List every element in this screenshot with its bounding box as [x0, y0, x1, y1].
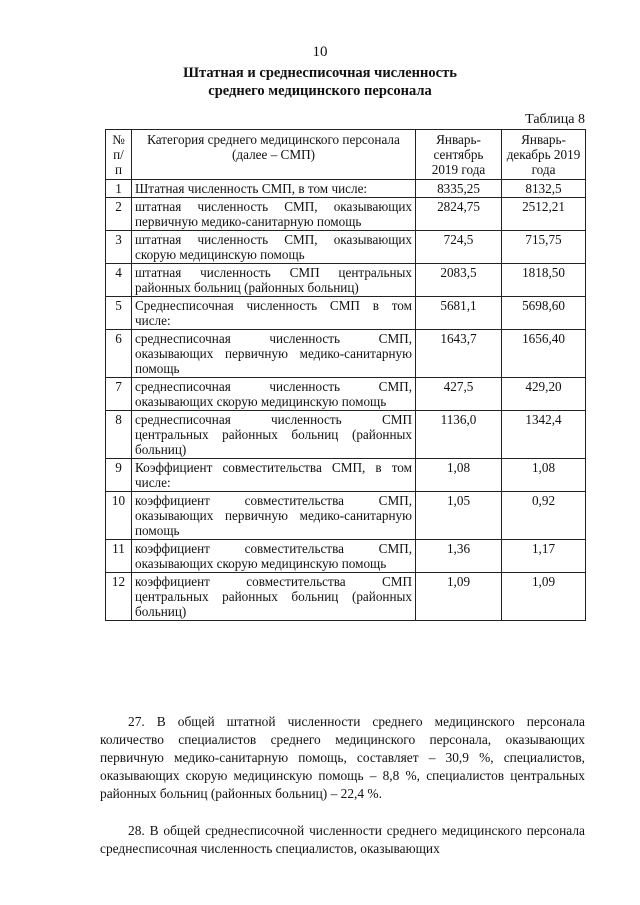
row-value-jan-dec: 2512,21 — [502, 198, 586, 231]
row-value-jan-dec: 1818,50 — [502, 264, 586, 297]
row-value-jan-dec: 1342,4 — [502, 411, 586, 459]
row-value-jan-sep: 1,05 — [416, 492, 502, 540]
table-row — [106, 573, 586, 621]
row-value-jan-sep: 2083,5 — [416, 264, 502, 297]
row-category: среднесписочная численность СМП, оказывающих скорую медицинскую помощь — [132, 378, 416, 411]
row-value-jan-sep: 5681,1 — [416, 297, 502, 330]
row-value-jan-sep: 724,5 — [416, 231, 502, 264]
table-label: Таблица 8 — [525, 112, 585, 127]
row-number: 4 — [106, 264, 132, 297]
table-row — [106, 411, 586, 459]
table-row — [106, 297, 586, 330]
row-value-jan-sep: 1,08 — [416, 459, 502, 492]
row-category: Штатная численность СМП, в том числе: — [132, 180, 416, 198]
row-number: 8 — [106, 411, 132, 459]
table-row — [106, 459, 586, 492]
row-value-jan-dec: 429,20 — [502, 378, 586, 411]
row-category: штатная численность СМП, оказывающих первичную медико-санитарную помощь — [132, 198, 416, 231]
table-row — [106, 330, 586, 378]
row-value-jan-dec: 1,08 — [502, 459, 586, 492]
table-header-row — [106, 130, 586, 180]
paragraph-27: 27. В общей штатной численности среднего медицинского персонала количество специалистов среднего медицинского персонала, оказывающих первичную медико-санитарную помощь, составляет – 30,9 %, специалистов, оказывающих скорую медицинскую помощь – 8,8 %, специалистов центральных районных больниц (районных больниц) – 22,4 %. — [100, 714, 585, 801]
row-value-jan-sep: 427,5 — [416, 378, 502, 411]
row-value-jan-dec: 1,17 — [502, 540, 586, 573]
table-row — [106, 540, 586, 573]
row-value-jan-dec: 0,92 — [502, 492, 586, 540]
row-category: штатная численность СМП центральных районных больниц (районных больниц) — [132, 264, 416, 297]
row-category: среднесписочная численность СМП, оказывающих первичную медико-санитарную помощь — [132, 330, 416, 378]
table-row — [106, 378, 586, 411]
header-jan-sep: Январь-сентябрь 2019 года — [416, 130, 502, 180]
row-number: 3 — [106, 231, 132, 264]
page-number: 10 — [312, 44, 328, 60]
row-value-jan-sep: 1643,7 — [416, 330, 502, 378]
row-number: 10 — [106, 492, 132, 540]
row-number: 11 — [106, 540, 132, 573]
row-number: 5 — [106, 297, 132, 330]
table-body — [106, 180, 586, 621]
row-number: 12 — [106, 573, 132, 621]
table-row — [106, 231, 586, 264]
row-category: Среднесписочная численность СМП в том числе: — [132, 297, 416, 330]
row-value-jan-sep: 1136,0 — [416, 411, 502, 459]
row-category: коэффициент совместительства СМП центральных районных больниц (районных больниц) — [132, 573, 416, 621]
row-value-jan-dec: 715,75 — [502, 231, 586, 264]
row-value-jan-dec: 8132,5 — [502, 180, 586, 198]
row-number: 9 — [106, 459, 132, 492]
staffing-table — [105, 129, 586, 621]
title-line-1: Штатная и среднесписочная численность — [183, 65, 457, 81]
header-num: № п/ п — [106, 130, 132, 180]
row-category: штатная численность СМП, оказывающих скорую медицинскую помощь — [132, 231, 416, 264]
table-row — [106, 180, 586, 198]
row-category: коэффициент совместительства СМП, оказывающих первичную медико-санитарную помощь — [132, 492, 416, 540]
table-row — [106, 492, 586, 540]
row-value-jan-dec: 1,09 — [502, 573, 586, 621]
header-category: Категория среднего медицинского персонала (далее – СМП) — [132, 130, 416, 180]
document-title — [100, 64, 540, 100]
row-category: Коэффициент совместительства СМП, в том числе: — [132, 459, 416, 492]
title-line-2: среднего медицинского персонала — [208, 83, 432, 99]
row-number: 6 — [106, 330, 132, 378]
row-number: 7 — [106, 378, 132, 411]
row-value-jan-dec: 1656,40 — [502, 330, 586, 378]
row-value-jan-sep: 1,36 — [416, 540, 502, 573]
row-category: среднесписочная численность СМП центральных районных больниц (районных больниц) — [132, 411, 416, 459]
row-category: коэффициент совместительства СМП, оказывающих скорую медицинскую помощь — [132, 540, 416, 573]
row-value-jan-sep: 1,09 — [416, 573, 502, 621]
row-number: 2 — [106, 198, 132, 231]
row-value-jan-sep: 2824,75 — [416, 198, 502, 231]
paragraph-28: 28. В общей среднесписочной численности среднего медицинского персонала среднесписочная численность специалистов, оказывающих — [100, 823, 585, 856]
row-value-jan-dec: 5698,60 — [502, 297, 586, 330]
table-row — [106, 264, 586, 297]
header-jan-dec: Январь-декабрь 2019 года — [502, 130, 586, 180]
row-number: 1 — [106, 180, 132, 198]
row-value-jan-sep: 8335,25 — [416, 180, 502, 198]
table-row — [106, 198, 586, 231]
